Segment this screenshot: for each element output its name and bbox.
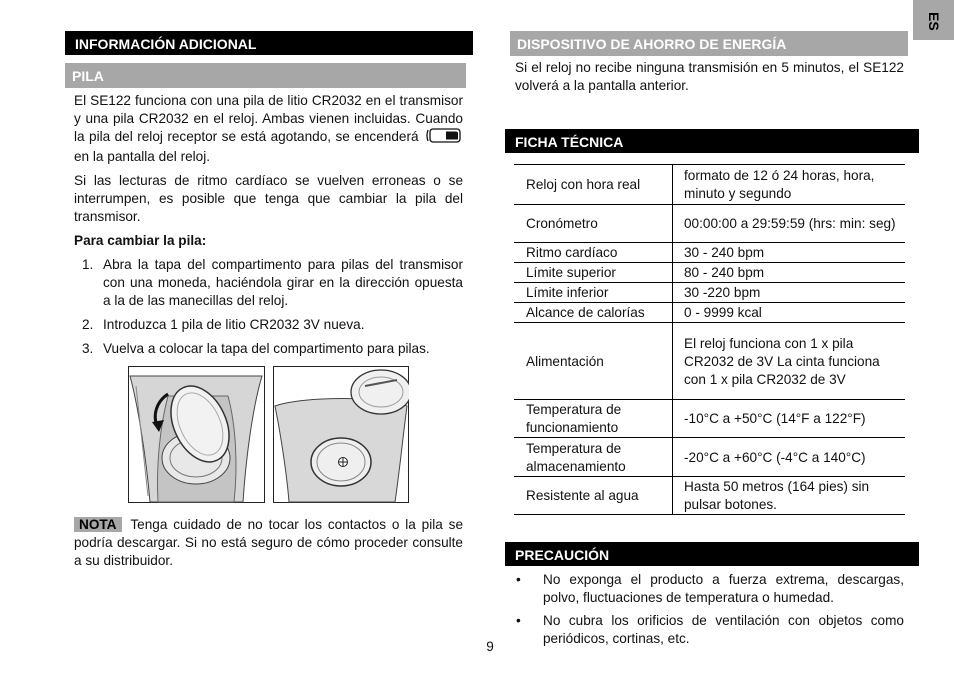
caution-text: No cubra los orificios de ventilación con objetos como periódicos, cortinas, etc.	[543, 613, 904, 646]
note-block	[74, 516, 463, 570]
table-row	[514, 400, 905, 438]
section-header-energy-saving	[510, 31, 908, 56]
coin-opening-battery-cover-illustration	[128, 366, 265, 503]
section-header-additional-info	[65, 31, 473, 55]
table-row	[514, 205, 905, 243]
spec-label: Cronómetro	[514, 205, 673, 243]
table-row	[514, 323, 905, 400]
spec-value: -10°C a +50°C (14°F a 122°F)	[673, 400, 906, 438]
spec-label: Límite superior	[514, 263, 673, 283]
caution-list	[514, 571, 904, 653]
spec-label: Reloj con hora real	[514, 165, 673, 205]
spec-value: 0 - 9999 kcal	[673, 303, 906, 323]
step-number: 2.	[82, 317, 94, 332]
caution-text: No exponga el producto a fuerza extrema, descargas, polvo, fluctuaciones de temperatura o humedad.	[543, 572, 904, 605]
energy-saving-text: Si el reloj no recibe ninguna transmisión en 5 minutos, el SE122 volverá a la pantalla anterior.	[515, 60, 904, 93]
list-item	[514, 612, 904, 648]
spec-label: Temperatura de almacenamiento	[514, 438, 673, 477]
subsection-header-battery	[65, 63, 466, 88]
table-row	[514, 283, 905, 303]
section-header-label: DISPOSITIVO DE AHORRO DE ENERGÍA	[517, 36, 787, 52]
table-row	[514, 165, 905, 205]
battery-paragraph-2: Si las lecturas de ritmo cardíaco se vuelven erroneas o se interrumpen, es posible que tenga que cambiar la pila del transmisor.	[74, 173, 463, 224]
step-text: Abra la tapa del compartimento para pilas del transmisor con una moneda, haciéndola girar en la dirección opuesta a la de las manecillas del reloj.	[103, 257, 463, 308]
battery-paragraph-1	[74, 92, 463, 166]
steps-title: Para cambiar la pila:	[74, 233, 207, 248]
spec-label: Alimentación	[514, 323, 673, 400]
battery-steps-list	[74, 256, 463, 358]
step-text: Introduzca 1 pila de litio CR2032 3V nueva.	[103, 317, 365, 332]
bullet-icon: •	[516, 572, 521, 587]
step-number: 1.	[82, 257, 94, 272]
table-row	[514, 263, 905, 283]
spec-label: Ritmo cardíaco	[514, 243, 673, 263]
spec-value: 00:00:00 a 29:59:59 (hrs: min: seg)	[673, 205, 906, 243]
spec-value: El reloj funciona con 1 x pila CR2032 de 3V La cinta funciona con 1 x pila CR2032 de 3V	[673, 323, 906, 400]
spec-value: formato de 12 ó 24 horas, hora, minuto y segundo	[673, 165, 906, 205]
table-row	[514, 303, 905, 323]
section-header-label: INFORMACIÓN ADICIONAL	[75, 36, 257, 52]
step-text: Vuelva a colocar la tapa del compartimento para pilas.	[103, 341, 430, 356]
table-row	[514, 243, 905, 263]
spec-label: Alcance de calorías	[514, 303, 673, 323]
table-row	[514, 477, 905, 515]
list-item	[74, 256, 463, 310]
spec-value: Hasta 50 metros (164 pies) sin pulsar botones.	[673, 477, 906, 515]
section-header-label: FICHA TÉCNICA	[515, 134, 624, 150]
section-header-label: PRECAUCIÓN	[515, 547, 610, 563]
bullet-icon: •	[516, 613, 521, 628]
spec-value: -20°C a +60°C (-4°C a 140°C)	[673, 438, 906, 477]
low-battery-icon	[425, 128, 461, 148]
spec-value: 30 - 240 bpm	[673, 243, 906, 263]
note-label: NOTA	[74, 517, 122, 532]
page-number: 9	[486, 639, 494, 654]
section-header-caution	[505, 542, 919, 566]
specifications-table-wrap	[514, 164, 905, 515]
spec-value: 80 - 240 bpm	[673, 263, 906, 283]
section-header-specifications	[505, 129, 919, 153]
spec-label: Límite inferior	[514, 283, 673, 303]
list-item	[74, 316, 463, 334]
spec-label: Resistente al agua	[514, 477, 673, 515]
step-number: 3.	[82, 341, 94, 356]
battery-info-block	[74, 92, 463, 364]
language-tab-label: ES	[926, 12, 942, 31]
spec-value: 30 -220 bpm	[673, 283, 906, 303]
table-row	[514, 438, 905, 477]
battery-paragraph-1-text: El SE122 funciona con una pila de litio CR2032 en el transmisor y una pila CR2032 en el reloj. Ambas vienen incluidas. Cuando la pila del reloj receptor se está agotando, se encenderá	[74, 93, 463, 144]
spec-label: Temperatura de funcionamiento	[514, 400, 673, 438]
battery-paragraph-1-tail: en la pantalla del reloj.	[74, 149, 211, 164]
language-tab	[913, 0, 954, 40]
list-item	[74, 340, 463, 358]
list-item	[514, 571, 904, 607]
battery-compartment-illustration	[273, 366, 409, 503]
specifications-table	[514, 164, 905, 515]
subsection-header-label: PILA	[72, 68, 104, 84]
note-text: Tenga cuidado de no tocar los contactos o la pila se podría descargar. Si no está seguro de cómo proceder consulte a su distribuidor.	[74, 517, 464, 568]
